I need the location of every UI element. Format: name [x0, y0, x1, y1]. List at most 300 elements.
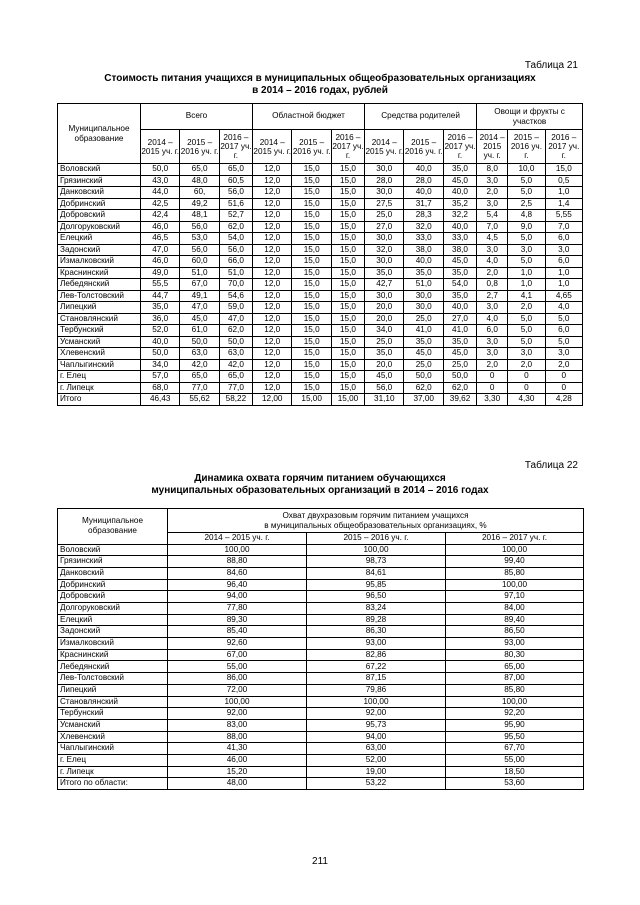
cell-value: 5,0	[508, 313, 545, 325]
cell-value: 63,0	[219, 348, 252, 360]
cell-value: 52,0	[140, 325, 179, 337]
cell-value: 51,0	[180, 267, 219, 279]
header-year-2: 2015 – 2016 уч. г.	[292, 130, 331, 164]
cell-value: 15,0	[292, 175, 331, 187]
cell-value: 67,0	[180, 279, 219, 291]
cell-value: 35,0	[365, 267, 404, 279]
cell-value: 53,22	[307, 778, 446, 790]
cell-value: 40,0	[443, 221, 476, 233]
cell-value: 3,0	[477, 336, 508, 348]
table-row	[58, 187, 583, 199]
cell-value: 45,0	[365, 371, 404, 383]
row-municipality: Итого	[58, 394, 141, 406]
cell-value: 41,0	[404, 325, 443, 337]
table-row	[58, 614, 584, 626]
cell-value: 15,0	[331, 164, 364, 176]
header-year-1: 2014 – 2015 уч. г.	[253, 130, 292, 164]
cell-value: 54,6	[219, 290, 252, 302]
table-row	[58, 256, 583, 268]
table-21-title-line2: в 2014 – 2016 годах, рублей	[252, 85, 388, 96]
header-year-1: 2014 – 2015 уч. г.	[477, 130, 508, 164]
cell-value: 12,0	[253, 210, 292, 222]
cell-value: 100,00	[307, 696, 446, 708]
cell-value: 15,0	[292, 198, 331, 210]
cell-value: 15,0	[292, 313, 331, 325]
table-row	[58, 313, 583, 325]
cell-value: 3,0	[477, 175, 508, 187]
cell-value: 15,20	[168, 766, 307, 778]
cell-value: 2,0	[508, 302, 545, 314]
cell-value: 100,00	[168, 544, 307, 556]
cell-value: 47,0	[219, 313, 252, 325]
cell-value: 46,0	[140, 221, 179, 233]
cell-value: 42,4	[140, 210, 179, 222]
cell-value: 32,0	[365, 244, 404, 256]
cell-value: 15,0	[331, 348, 364, 360]
cell-value: 15,0	[331, 221, 364, 233]
cell-value: 100,00	[307, 544, 446, 556]
cell-value: 25,0	[365, 210, 404, 222]
header-coverage-line1: Охват двухразовым горячим питанием учащихся	[282, 510, 469, 520]
cell-value: 5,0	[508, 325, 545, 337]
cell-value: 54,0	[443, 279, 476, 291]
row-municipality: Елецкий	[58, 614, 168, 626]
cell-value: 5,0	[545, 336, 582, 348]
table-row	[58, 567, 584, 579]
cell-value: 30,0	[365, 256, 404, 268]
cell-value: 86,50	[446, 626, 584, 638]
cell-value: 15,0	[292, 187, 331, 199]
cell-value: 51,6	[219, 198, 252, 210]
cell-value: 10,0	[508, 164, 545, 176]
header-year-1: 2014 – 2015 уч. г.	[365, 130, 404, 164]
cell-value: 99,40	[446, 556, 584, 568]
cell-value: 88,00	[168, 731, 307, 743]
cell-value: 94,00	[168, 591, 307, 603]
cell-value: 15,0	[331, 267, 364, 279]
cell-value: 92,60	[168, 638, 307, 650]
cell-value: 15,0	[331, 371, 364, 383]
table-row	[58, 359, 583, 371]
cell-value: 62,0	[404, 382, 443, 394]
row-municipality: Хлевенский	[58, 731, 168, 743]
table-22-title-line1: Динамика охвата горячим питанием обучающихся	[194, 473, 446, 484]
cell-value: 63,0	[180, 348, 219, 360]
cell-value: 5,0	[508, 187, 545, 199]
table-22-title	[40, 473, 600, 497]
header-coverage-line2: в муниципальных общеобразовательных организациях, %	[264, 520, 487, 530]
table-row	[58, 221, 583, 233]
row-municipality: Становлянский	[58, 696, 168, 708]
cell-value: 36,0	[140, 313, 179, 325]
cell-value: 3,0	[477, 244, 508, 256]
header-year-3: 2016 – 2017 уч. г.	[545, 130, 582, 164]
row-municipality: Хлевенский	[58, 348, 141, 360]
cell-value: 15,0	[292, 256, 331, 268]
cell-value: 31,7	[404, 198, 443, 210]
cell-value: 96,50	[307, 591, 446, 603]
cell-value: 15,0	[331, 336, 364, 348]
cell-value: 100,00	[168, 696, 307, 708]
cell-value: 77,80	[168, 603, 307, 615]
cell-value: 67,70	[446, 743, 584, 755]
cell-value: 89,30	[168, 614, 307, 626]
table-row	[58, 302, 583, 314]
cell-value: 30,0	[365, 164, 404, 176]
cell-value: 3,0	[477, 198, 508, 210]
cell-value: 12,0	[253, 256, 292, 268]
cell-value: 3,0	[477, 348, 508, 360]
cell-value: 79,86	[307, 684, 446, 696]
cell-value: 12,0	[253, 198, 292, 210]
cell-value: 84,61	[307, 567, 446, 579]
cell-value: 27,0	[365, 221, 404, 233]
cell-value: 20,0	[365, 302, 404, 314]
table-row	[58, 661, 584, 673]
cell-value: 35,0	[443, 164, 476, 176]
cell-value: 7,0	[477, 221, 508, 233]
cell-value: 35,0	[443, 267, 476, 279]
cell-value: 44,0	[140, 187, 179, 199]
row-municipality: Липецкий	[58, 302, 141, 314]
row-municipality: Долгоруковский	[58, 221, 141, 233]
cell-value: 7,0	[545, 221, 582, 233]
cell-value: 15,00	[331, 394, 364, 406]
cell-value: 12,0	[253, 175, 292, 187]
cell-value: 2,0	[477, 359, 508, 371]
cell-value: 12,0	[253, 359, 292, 371]
cell-value: 41,30	[168, 743, 307, 755]
row-municipality: г. Елец	[58, 754, 168, 766]
cell-value: 4,0	[477, 313, 508, 325]
cell-value: 62,0	[219, 325, 252, 337]
cell-value: 48,0	[180, 175, 219, 187]
cell-value: 15,0	[331, 313, 364, 325]
cell-value: 5,0	[508, 175, 545, 187]
row-municipality: Лев-Толстовский	[58, 290, 141, 302]
cell-value: 55,5	[140, 279, 179, 291]
row-municipality: Краснинский	[58, 267, 141, 279]
cell-value: 63,00	[307, 743, 446, 755]
cell-value: 89,28	[307, 614, 446, 626]
cell-value: 40,0	[404, 164, 443, 176]
cell-value: 38,0	[404, 244, 443, 256]
cell-value: 12,00	[253, 394, 292, 406]
cell-value: 15,0	[292, 210, 331, 222]
table-row	[58, 579, 584, 591]
cell-value: 4,30	[508, 394, 545, 406]
cell-value: 40,0	[140, 336, 179, 348]
cell-value: 34,0	[140, 359, 179, 371]
cell-value: 65,0	[180, 371, 219, 383]
cell-value: 15,0	[292, 348, 331, 360]
cell-value: 77,0	[219, 382, 252, 394]
header-year-3: 2016 – 2017 уч. г.	[443, 130, 476, 164]
table-row	[58, 290, 583, 302]
cell-value: 80,30	[446, 649, 584, 661]
cell-value: 15,0	[292, 233, 331, 245]
cell-value: 87,15	[307, 673, 446, 685]
row-municipality: Липецкий	[58, 684, 168, 696]
cell-value: 56,0	[219, 187, 252, 199]
row-municipality: Елецкий	[58, 233, 141, 245]
cell-value: 1,4	[545, 198, 582, 210]
cell-value: 89,40	[446, 614, 584, 626]
cell-value: 58,22	[219, 394, 252, 406]
cell-value: 15,0	[292, 267, 331, 279]
cell-value: 4,5	[477, 233, 508, 245]
cell-value: 33,0	[404, 233, 443, 245]
cell-value: 15,0	[331, 198, 364, 210]
cell-value: 12,0	[253, 348, 292, 360]
table-row	[58, 394, 583, 406]
cell-value: 85,80	[446, 567, 584, 579]
cell-value: 37,00	[404, 394, 443, 406]
cell-value: 45,0	[443, 175, 476, 187]
cell-value: 70,0	[219, 279, 252, 291]
cell-value: 5,0	[508, 233, 545, 245]
cell-value: 47,0	[180, 302, 219, 314]
row-municipality: Задонский	[58, 244, 141, 256]
cell-value: 4,65	[545, 290, 582, 302]
cell-value: 12,0	[253, 371, 292, 383]
cell-value: 6,0	[545, 325, 582, 337]
table-row	[58, 348, 583, 360]
cell-value: 12,0	[253, 221, 292, 233]
cell-value: 1,0	[508, 267, 545, 279]
cell-value: 15,0	[292, 164, 331, 176]
cell-value: 65,0	[219, 371, 252, 383]
table-row	[58, 731, 584, 743]
table-row	[58, 649, 584, 661]
cell-value: 15,0	[292, 302, 331, 314]
header-group-vegetables: Овощи и фрукты с участков	[477, 104, 583, 130]
row-municipality: Добринский	[58, 198, 141, 210]
cell-value: 20,0	[365, 313, 404, 325]
cell-value: 15,0	[331, 359, 364, 371]
cell-value: 4,0	[477, 256, 508, 268]
cell-value: 30,0	[365, 233, 404, 245]
cell-value: 27,0	[443, 313, 476, 325]
cell-value: 25,0	[404, 313, 443, 325]
cell-value: 5,0	[545, 313, 582, 325]
cell-value: 9,0	[508, 221, 545, 233]
cell-value: 88,80	[168, 556, 307, 568]
row-municipality: Добровский	[58, 210, 141, 222]
cell-value: 35,0	[140, 302, 179, 314]
cell-value: 43,0	[140, 175, 179, 187]
cell-value: 86,00	[168, 673, 307, 685]
cell-value: 50,0	[404, 371, 443, 383]
cell-value: 100,00	[446, 579, 584, 591]
table-row	[58, 556, 584, 568]
cell-value: 93,00	[307, 638, 446, 650]
cell-value: 83,24	[307, 603, 446, 615]
cell-value: 12,0	[253, 325, 292, 337]
table-row	[58, 210, 583, 222]
cell-value: 12,0	[253, 244, 292, 256]
cell-value: 40,0	[404, 187, 443, 199]
page-number: 211	[312, 856, 328, 867]
cell-value: 60,0	[180, 256, 219, 268]
table-row	[58, 279, 583, 291]
row-municipality: Воловский	[58, 544, 168, 556]
cell-value: 51,0	[404, 279, 443, 291]
cell-value: 46,5	[140, 233, 179, 245]
table-row	[58, 778, 584, 790]
row-municipality: Лебедянский	[58, 279, 141, 291]
row-municipality: Тербунский	[58, 325, 141, 337]
cell-value: 39,62	[443, 394, 476, 406]
cell-value: 85,80	[446, 684, 584, 696]
cell-value: 12,0	[253, 164, 292, 176]
cell-value: 12,0	[253, 336, 292, 348]
cell-value: 2,7	[477, 290, 508, 302]
cell-value: 2,5	[508, 198, 545, 210]
row-municipality: Усманский	[58, 719, 168, 731]
table-row	[58, 164, 583, 176]
header-municipality: Муниципальное образование	[58, 509, 168, 545]
table-22-title-line2: муниципальных образовательных организаций в 2014 – 2016 годах	[151, 485, 489, 496]
cell-value: 96,40	[168, 579, 307, 591]
row-municipality: Данковский	[58, 187, 141, 199]
cell-value: 0	[508, 382, 545, 394]
cell-value: 65,0	[180, 164, 219, 176]
cell-value: 49,0	[140, 267, 179, 279]
cell-value: 55,00	[168, 661, 307, 673]
cell-value: 45,0	[443, 348, 476, 360]
cell-value: 5,0	[508, 256, 545, 268]
row-municipality: Измалковский	[58, 638, 168, 650]
cell-value: 15,0	[331, 382, 364, 394]
cell-value: 49,2	[180, 198, 219, 210]
row-municipality: Становлянский	[58, 313, 141, 325]
cell-value: 35,0	[443, 336, 476, 348]
cell-value: 42,0	[180, 359, 219, 371]
cell-value: 4,8	[508, 210, 545, 222]
table-row	[58, 743, 584, 755]
cell-value: 1,0	[545, 187, 582, 199]
cell-value: 3,0	[545, 348, 582, 360]
cell-value: 51,0	[219, 267, 252, 279]
cell-value: 35,0	[404, 336, 443, 348]
cell-value: 61,0	[180, 325, 219, 337]
cell-value: 53,0	[180, 233, 219, 245]
cell-value: 45,0	[180, 313, 219, 325]
cell-value: 15,0	[292, 325, 331, 337]
cell-value: 4,28	[545, 394, 582, 406]
cell-value: 55,62	[180, 394, 219, 406]
cell-value: 15,0	[292, 336, 331, 348]
header-coverage	[168, 509, 584, 533]
row-municipality: Добринский	[58, 579, 168, 591]
cell-value: 5,55	[545, 210, 582, 222]
cell-value: 32,2	[443, 210, 476, 222]
table-row	[58, 233, 583, 245]
cell-value: 41,0	[443, 325, 476, 337]
cell-value: 2,0	[477, 187, 508, 199]
cell-value: 35,0	[443, 290, 476, 302]
cell-value: 12,0	[253, 233, 292, 245]
cell-value: 50,0	[180, 336, 219, 348]
row-municipality: Тербунский	[58, 708, 168, 720]
cell-value: 84,60	[168, 567, 307, 579]
cell-value: 15,0	[331, 290, 364, 302]
table-21-title-line1: Стоимость питания учащихся в муниципальных общеобразовательных организациях	[104, 73, 536, 84]
cell-value: 46,0	[140, 256, 179, 268]
cell-value: 92,20	[446, 708, 584, 720]
cell-value: 12,0	[253, 382, 292, 394]
cell-value: 2,0	[545, 359, 582, 371]
header-year-3: 2016 – 2017 уч. г.	[331, 130, 364, 164]
cell-value: 46,43	[140, 394, 179, 406]
cell-value: 3,0	[508, 244, 545, 256]
header-year-2: 2015 – 2016 уч. г.	[404, 130, 443, 164]
cell-value: 15,0	[292, 290, 331, 302]
cell-value: 100,00	[446, 696, 584, 708]
cell-value: 0	[545, 371, 582, 383]
cell-value: 54,0	[219, 233, 252, 245]
row-municipality: Лев-Толстовский	[58, 673, 168, 685]
header-year-2: 2015 – 2016 уч. г.	[180, 130, 219, 164]
cell-value: 53,60	[446, 778, 584, 790]
cell-value: 12,0	[253, 302, 292, 314]
header-year-1: 2014 – 2015 уч. г.	[168, 533, 307, 545]
cell-value: 25,0	[404, 359, 443, 371]
header-year-2: 2015 – 2016 уч. г.	[307, 533, 446, 545]
cell-value: 72,00	[168, 684, 307, 696]
cell-value: 65,00	[446, 661, 584, 673]
table-row	[58, 198, 583, 210]
cell-value: 0,8	[477, 279, 508, 291]
cell-value: 57,0	[140, 371, 179, 383]
cell-value: 92,00	[168, 708, 307, 720]
cell-value: 40,0	[443, 187, 476, 199]
cell-value: 98,73	[307, 556, 446, 568]
cell-value: 31,10	[365, 394, 404, 406]
cell-value: 2,0	[508, 359, 545, 371]
cell-value: 93,00	[446, 638, 584, 650]
row-municipality: г. Липецк	[58, 766, 168, 778]
cell-value: 0	[477, 382, 508, 394]
table-21	[57, 103, 583, 406]
table-21-label: Таблица 21	[524, 60, 578, 71]
row-municipality: Чаплыгинский	[58, 359, 141, 371]
row-municipality: г. Елец	[58, 371, 141, 383]
cell-value: 1,0	[508, 279, 545, 291]
cell-value: 0	[477, 371, 508, 383]
table-row	[58, 719, 584, 731]
cell-value: 52,7	[219, 210, 252, 222]
cell-value: 46,00	[168, 754, 307, 766]
cell-value: 35,0	[365, 348, 404, 360]
table-row	[58, 673, 584, 685]
cell-value: 19,00	[307, 766, 446, 778]
cell-value: 47,0	[140, 244, 179, 256]
cell-value: 83,00	[168, 719, 307, 731]
cell-value: 50,0	[219, 336, 252, 348]
row-municipality: Итого по области:	[58, 778, 168, 790]
cell-value: 40,0	[404, 256, 443, 268]
cell-value: 35,2	[443, 198, 476, 210]
table-row	[58, 591, 584, 603]
header-group-regional-budget: Областной бюджет	[253, 104, 365, 130]
cell-value: 60,	[180, 187, 219, 199]
cell-value: 56,0	[219, 244, 252, 256]
header-year-2: 2015 – 2016 уч. г.	[508, 130, 545, 164]
row-municipality: Краснинский	[58, 649, 168, 661]
table-row	[58, 382, 583, 394]
